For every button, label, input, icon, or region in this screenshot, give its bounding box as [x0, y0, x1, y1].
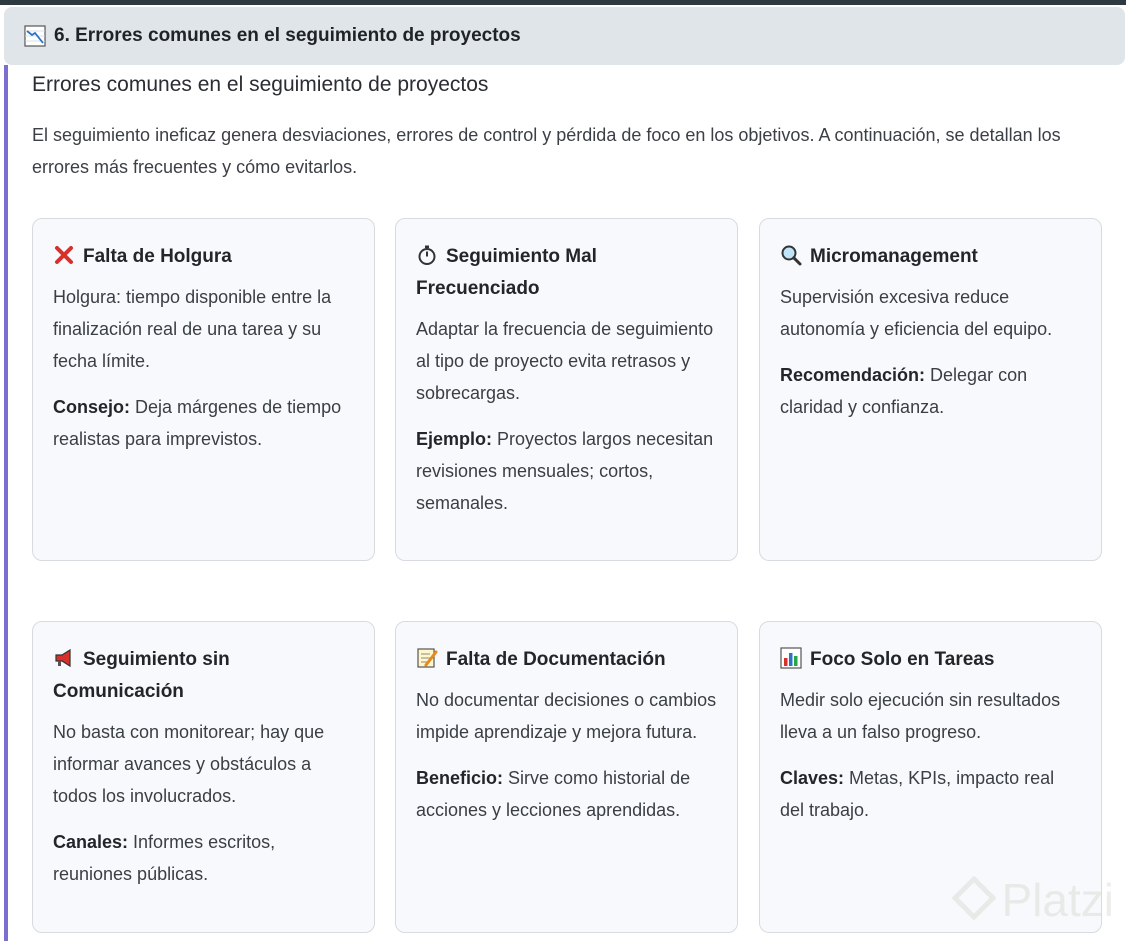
- card-tip-label: Beneficio:: [416, 768, 504, 788]
- card-tip-text: Informes escritos, reuniones públicas.: [53, 832, 276, 884]
- section-intro: El seguimiento ineficaz genera desviaciones, errores de control y pérdida de foco en los objetivos. A continuación, se detallan los errores más frecuentes y cómo evitarlos.: [32, 125, 1061, 177]
- card-description: Holgura: tiempo disponible entre la finalización real de una tarea y su fecha límite.: [53, 287, 332, 371]
- stopwatch-icon: [416, 244, 440, 268]
- card-tip-text: Deja márgenes de tiempo realistas para imprevistos.: [53, 397, 342, 449]
- card-tip-label: Recomendación:: [780, 365, 926, 385]
- card-title-text: Micromanagement: [810, 246, 978, 267]
- card-title-text: Falta de Documentación: [446, 649, 666, 670]
- card-title-text: Falta de Holgura: [83, 246, 232, 267]
- card-tip: [416, 423, 717, 519]
- card-tip-text: Sirve como historial de acciones y lecciones aprendidas.: [416, 768, 691, 820]
- card-title: [416, 644, 717, 676]
- error-card: [32, 218, 375, 561]
- memo-icon: [416, 647, 440, 671]
- megaphone-icon: [53, 647, 77, 671]
- card-description: Medir solo ejecución sin resultados lleva a un falso progreso.: [780, 690, 1061, 742]
- card-tip-text: Metas, KPIs, impacto real del trabajo.: [780, 768, 1055, 820]
- chart-down-icon: [24, 25, 46, 47]
- card-title-text: Seguimiento Mal Frecuenciado: [416, 246, 597, 299]
- card-tip-text: Delegar con claridad y confianza.: [780, 365, 1028, 417]
- error-card: [395, 621, 738, 933]
- error-card: [32, 621, 375, 933]
- card-description: Adaptar la frecuencia de seguimiento al tipo de proyecto evita retrasos y sobrecargas.: [416, 319, 714, 403]
- card-description: No documentar decisiones o cambios impide aprendizaje y mejora futura.: [416, 690, 717, 742]
- card-title: [780, 644, 1081, 676]
- card-tip-text: Proyectos largos necesitan revisiones mensuales; cortos, semanales.: [416, 429, 714, 513]
- magnifier-icon: [780, 244, 804, 268]
- card-tip-label: Ejemplo:: [416, 429, 493, 449]
- platzi-watermark: [952, 873, 1114, 927]
- card-title: [53, 644, 354, 708]
- section-header-title: 6. Errores comunes en el seguimiento de proyectos: [54, 25, 521, 46]
- card-tip: [416, 762, 717, 826]
- card-title: [780, 241, 1081, 273]
- card-title-text: Foco Solo en Tareas: [810, 649, 995, 670]
- section-title: Errores comunes en el seguimiento de proyectos: [32, 73, 489, 96]
- section-header[interactable]: [4, 7, 1125, 65]
- card-description: No basta con monitorear; hay que informar avances y obstáculos a todos los involucrados.: [53, 722, 325, 806]
- card-tip: [780, 359, 1081, 423]
- card-tip: [53, 391, 354, 455]
- card-description: Supervisión excesiva reduce autonomía y eficiencia del equipo.: [780, 287, 1053, 339]
- error-card: [759, 218, 1102, 561]
- card-title: [53, 241, 354, 273]
- cross-mark-icon: [53, 244, 77, 268]
- platzi-logo-icon: [952, 876, 996, 925]
- card-tip-label: Consejo:: [53, 397, 131, 417]
- watermark-text: Platzi: [1001, 874, 1114, 926]
- error-card: [395, 218, 738, 561]
- card-tip: [780, 762, 1081, 826]
- accent-bar: [4, 65, 8, 941]
- card-tip-label: Canales:: [53, 832, 129, 852]
- card-title-text: Seguimiento sin Comunicación: [53, 649, 230, 702]
- card-tip-label: Claves:: [780, 768, 845, 788]
- top-border: [0, 0, 1126, 5]
- bar-chart-icon: [780, 647, 804, 671]
- card-title: [416, 241, 717, 305]
- card-tip: [53, 826, 354, 890]
